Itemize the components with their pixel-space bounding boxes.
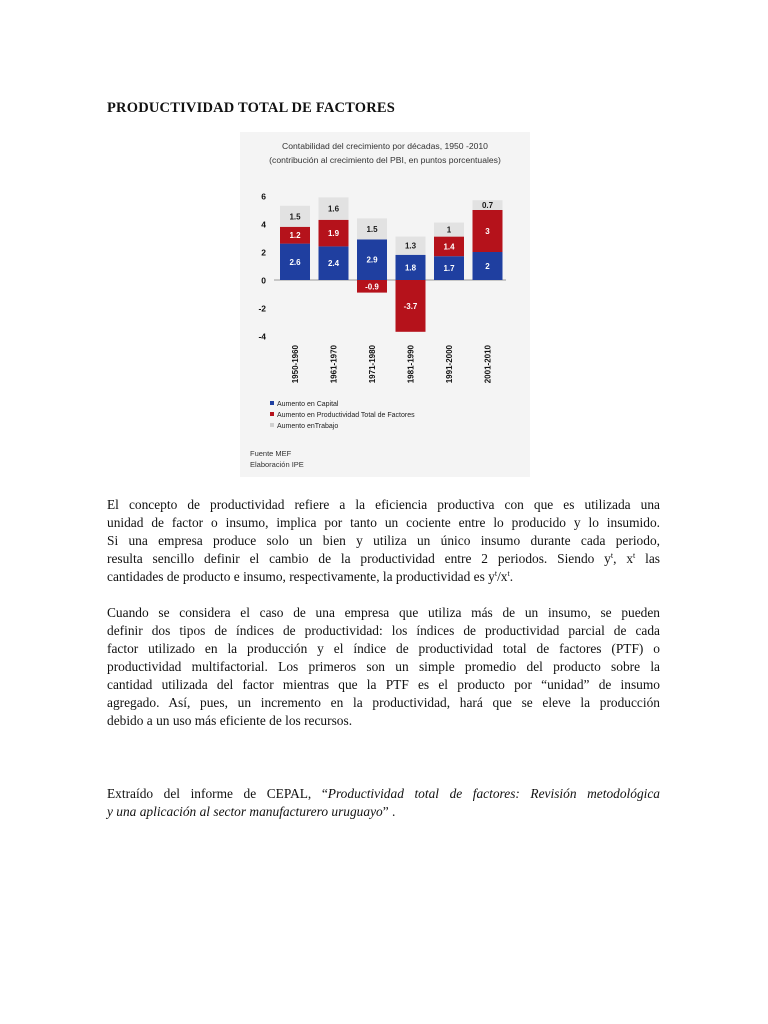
- paragraph1-line1: El concepto de productividad refiere a la eficiencia productiva con que es utilizada una: [107, 497, 660, 512]
- y-tick-label: 0: [261, 275, 266, 286]
- x-tick-label: 1981-1990: [406, 345, 416, 384]
- x-tick-label: 2001-2010: [483, 345, 493, 384]
- legend-swatch: [270, 412, 274, 416]
- paragraph2-line4: productividad multifactorial. Los primeros son un simple promedio del producto sobre la: [107, 659, 660, 674]
- chart-subtitle: (contribución al crecimiento del PBI, en puntos porcentuales): [269, 155, 501, 165]
- legend-label: Aumento enTrabajo: [277, 423, 339, 430]
- data-label: 1.7: [443, 264, 455, 274]
- data-label: -0.9: [365, 282, 379, 292]
- paragraph-productivity-concept: [107, 496, 660, 586]
- y-tick-label: 2: [261, 247, 266, 258]
- x-tick-label: 1971-1980: [368, 345, 377, 384]
- paragraph2-line5: cantidad utilizada del factor mientras que la PTF es el producto por “unidad” de insumo: [107, 677, 660, 692]
- x-tick-label: 1961-1970: [329, 345, 339, 384]
- citation-line1: Extraído del informe de CEPAL, “Productividad total de factores: Revisión metodológica: [107, 786, 660, 801]
- citation-line2: y una aplicación al sector manufacturero uruguayo” .: [107, 804, 396, 819]
- paragraph-productivity-indices: [107, 604, 660, 730]
- data-label: 1: [446, 225, 452, 235]
- citation-paragraph: [107, 785, 660, 821]
- data-label: 1.3: [404, 241, 417, 251]
- x-tick-label: 1991-2000: [445, 345, 454, 384]
- paragraph1-line2: unidad de factor o insumo, implica por tanto un cociente entre lo producido y lo insumido.: [107, 515, 660, 530]
- data-label: -3.7: [403, 301, 418, 311]
- paragraph1-line5: cantidades de producto e insumo, respectivamente, la productividad es $y^t/x^t$.: [107, 569, 514, 584]
- data-label: 1.4: [443, 242, 455, 252]
- chart-source-line: Elaboración IPE: [250, 460, 304, 469]
- chart-svg: [240, 132, 530, 477]
- data-label: 1.2: [289, 231, 301, 241]
- paragraph2-line2: definir dos tipos de índices de productividad: los índices de productividad parcial de cada: [107, 623, 660, 638]
- data-label: 1.6: [327, 204, 340, 214]
- data-label: 1.5: [366, 224, 378, 234]
- data-label: 1.9: [327, 229, 340, 239]
- paragraph2-line6: agregado. Así, pues, un incremento en la productividad, hará que se eleve la producción: [107, 695, 660, 710]
- legend-label: Aumento en Productividad Total de Factores: [277, 412, 415, 419]
- data-label: 2: [485, 262, 490, 271]
- data-label: 1.5: [289, 212, 301, 222]
- data-label: 0.7: [481, 201, 494, 211]
- y-tick-label: 6: [261, 191, 266, 202]
- document-title: PRODUCTIVIDAD TOTAL DE FACTORES: [107, 100, 396, 116]
- data-label: 2.6: [289, 257, 301, 267]
- growth-accounting-chart: [240, 132, 530, 477]
- data-label: 2.4: [327, 259, 340, 269]
- data-label: 3: [485, 227, 490, 236]
- paragraph2-line7: debido a un uso más eficiente de los recursos.: [107, 713, 353, 728]
- x-tick-label: 1950-1960: [291, 345, 300, 384]
- paragraph1-line3: Si una empresa produce solo un bien y utiliza un único insumo durante cada periodo,: [107, 533, 660, 548]
- paragraph1-line4: resulta sencillo definir el cambio de la productividad entre 2 periodos. Siendo $y^t$, $x^t$ las: [107, 551, 660, 566]
- chart-title: Contabilidad del crecimiento por décadas, 1950 -2010: [282, 141, 488, 151]
- paragraph2-line3: factor utilizado en la producción y el índice de productividad total de factores (PTF) o: [107, 641, 660, 656]
- y-tick-label: 4: [261, 219, 266, 230]
- legend-swatch: [270, 423, 274, 427]
- chart-source-line: Fuente MEF: [250, 449, 292, 458]
- paragraph2-line1: Cuando se considera el caso de una empresa que utiliza más de un insumo, se pueden: [107, 605, 660, 620]
- legend-swatch: [270, 401, 274, 405]
- y-tick-label: -2: [258, 303, 266, 314]
- y-tick-label: -4: [258, 331, 266, 342]
- data-label: 2.9: [366, 255, 378, 265]
- data-label: 1.8: [404, 263, 417, 273]
- legend-label: Aumento en Capital: [277, 401, 339, 408]
